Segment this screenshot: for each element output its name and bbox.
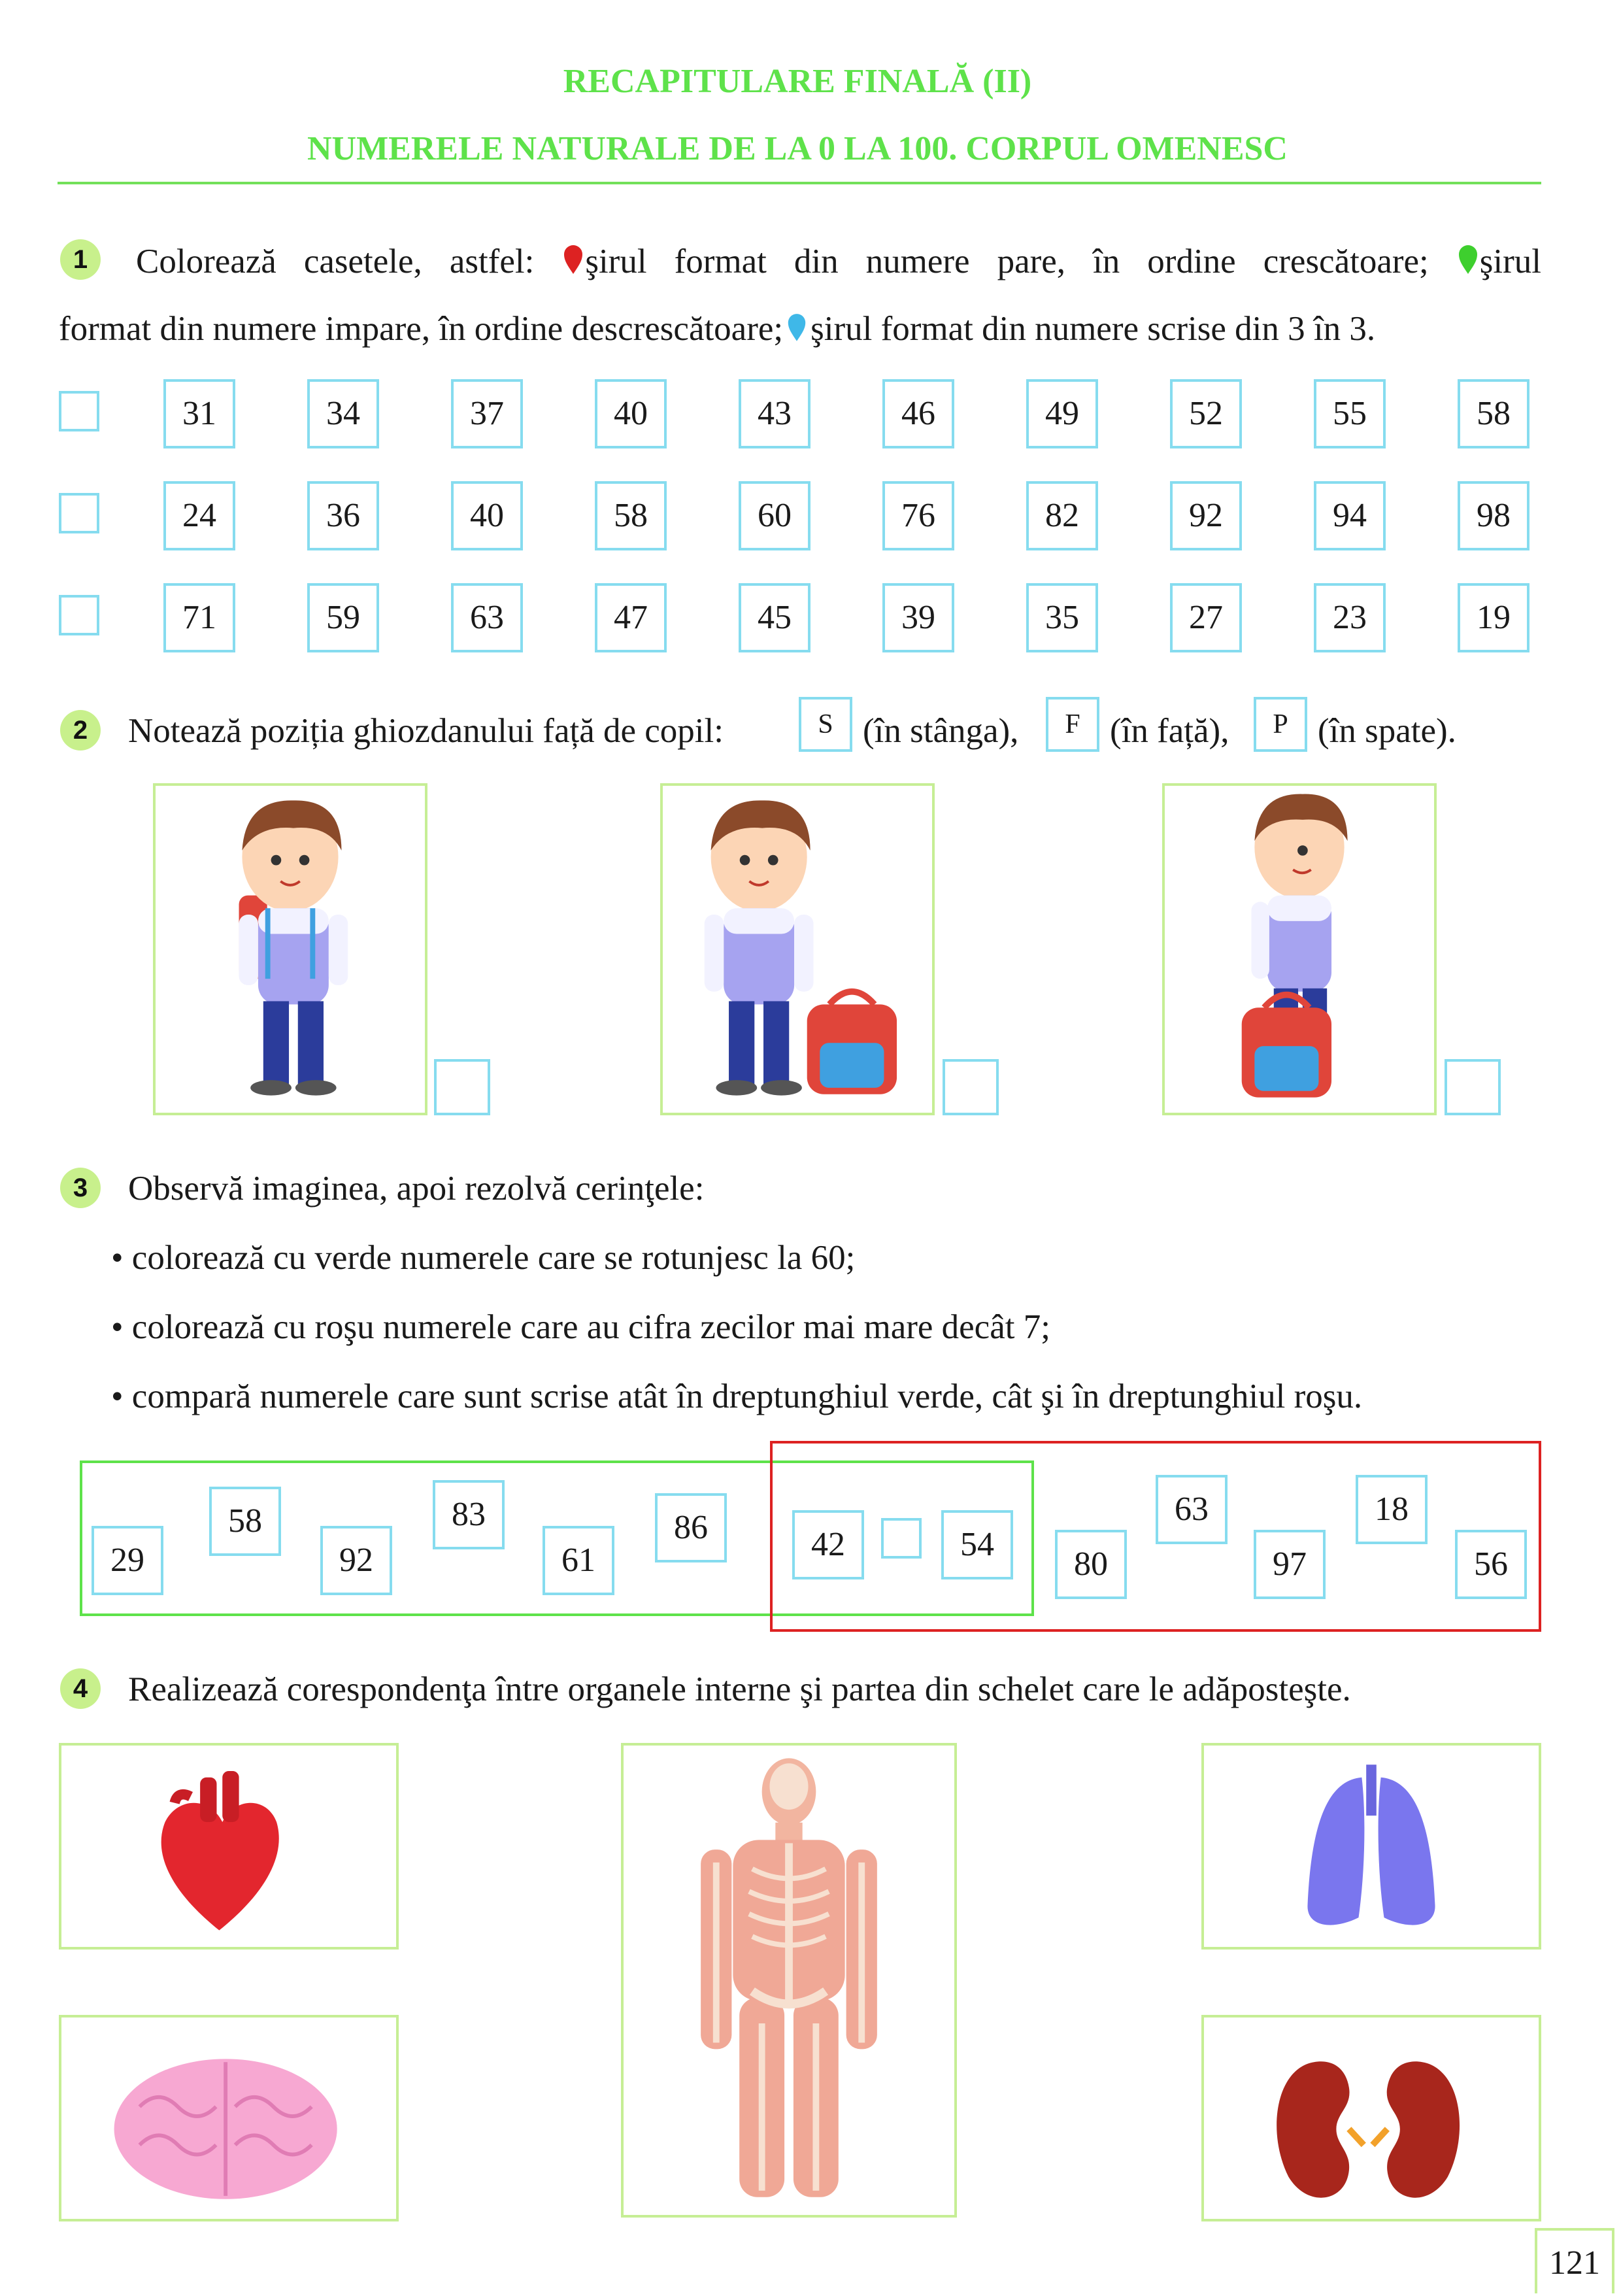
number-box[interactable]: 23	[1314, 583, 1386, 652]
answer-box-3[interactable]	[1445, 1059, 1501, 1115]
heart-icon	[61, 1746, 396, 1947]
boy-with-backpack-in-front-icon	[1165, 786, 1434, 1113]
number-box[interactable]: 54	[941, 1510, 1013, 1579]
skeleton-body-icon	[624, 1746, 954, 2215]
number-box[interactable]: 92	[1170, 481, 1242, 550]
lungs-icon	[1204, 1746, 1539, 1947]
exercise-number-4: 4	[60, 1668, 101, 1709]
ex1-line2-start: format din numere impare, în ordine descrescătoare;	[59, 310, 784, 348]
legend-text-left: (în stânga),	[863, 712, 1019, 750]
ex1-word: Colorează	[136, 243, 276, 280]
number-box[interactable]: 55	[1314, 379, 1386, 448]
skeleton-frame	[621, 1743, 957, 2218]
number-box[interactable]: 58	[595, 481, 667, 550]
number-box[interactable]: 58	[209, 1487, 281, 1556]
compare-box[interactable]	[881, 1518, 922, 1559]
number-box[interactable]: 76	[882, 481, 954, 550]
ex1-word: din	[794, 243, 839, 280]
picture-frame-3	[1162, 783, 1437, 1115]
number-box[interactable]: 71	[163, 583, 235, 652]
number-box[interactable]: 83	[433, 1480, 505, 1549]
exercise-number-2: 2	[60, 710, 101, 751]
number-box[interactable]: 59	[307, 583, 379, 652]
ex1-word: pare,	[997, 243, 1066, 280]
number-box[interactable]: 82	[1026, 481, 1098, 550]
blue-drop-icon	[786, 311, 808, 343]
number-box[interactable]: 34	[307, 379, 379, 448]
number-box[interactable]: 18	[1356, 1475, 1428, 1544]
legend-box-behind: P	[1254, 697, 1307, 752]
ex1-word: ordine	[1147, 243, 1236, 280]
number-box[interactable]: 47	[595, 583, 667, 652]
number-box[interactable]: 56	[1455, 1530, 1527, 1599]
page-subtitle: NUMERELE NATURALE DE LA 0 LA 100. CORPUL OMENESC	[307, 130, 1288, 167]
picture-frame-1	[153, 783, 427, 1115]
ex1-word: şirul	[585, 243, 647, 280]
answer-box-1[interactable]	[434, 1059, 490, 1115]
number-box[interactable]: 46	[882, 379, 954, 448]
ex1-word: şirul	[1479, 243, 1541, 280]
ex1-word: casetele,	[303, 243, 422, 280]
number-box[interactable]: 60	[739, 481, 811, 550]
organ-frame-lungs	[1201, 1743, 1541, 1950]
legend-box-left: S	[799, 697, 852, 752]
legend-box-front: F	[1046, 697, 1099, 752]
organ-frame-heart	[59, 1743, 399, 1950]
ex1-word: în	[1093, 243, 1120, 280]
ex2-instruction: Notează poziția ghiozdanului față de copil:	[128, 712, 724, 750]
page-title: RECAPITULARE FINALĂ (II)	[563, 63, 1032, 100]
ex1-instruction-line1	[136, 242, 1541, 281]
number-box[interactable]: 94	[1314, 481, 1386, 550]
number-box[interactable]: 43	[739, 379, 811, 448]
row-color-box[interactable]	[59, 493, 99, 533]
green-drop-icon	[1456, 243, 1480, 275]
ex1-line2-end: şirul format din numere scrise din 3 în 3.	[811, 310, 1376, 348]
number-box[interactable]: 52	[1170, 379, 1242, 448]
red-drop-icon	[561, 243, 585, 275]
number-box[interactable]: 63	[1156, 1475, 1228, 1544]
ex3-bullet-1: • colorează cu verde numerele care se rotunjesc la 60;	[111, 1239, 856, 1277]
ex3-instruction: Observă imaginea, apoi rezolvă cerinţele:	[128, 1170, 705, 1207]
answer-box-2[interactable]	[943, 1059, 999, 1115]
number-box[interactable]: 45	[739, 583, 811, 652]
number-box[interactable]: 86	[655, 1493, 727, 1562]
exercise-number-1: 1	[60, 239, 101, 280]
number-box[interactable]: 24	[163, 481, 235, 550]
ex1-word: numere	[865, 243, 970, 280]
organ-frame-kidneys	[1201, 2015, 1541, 2221]
ex1-word: crescătoare;	[1263, 243, 1429, 280]
row-color-box[interactable]	[59, 595, 99, 635]
row-color-box[interactable]	[59, 391, 99, 431]
legend-text-front: (în față),	[1110, 712, 1229, 750]
number-box[interactable]: 40	[595, 379, 667, 448]
page-number: 121	[1535, 2228, 1614, 2293]
number-box[interactable]: 97	[1254, 1530, 1326, 1599]
ex4-instruction: Realizează corespondenţa între organele interne şi partea din schelet care le adăposteşte.	[128, 1670, 1351, 1708]
ex1-word: astfel:	[449, 243, 535, 280]
number-box[interactable]: 19	[1458, 583, 1529, 652]
legend-text-behind: (în spate).	[1318, 712, 1456, 750]
number-box[interactable]: 37	[451, 379, 523, 448]
number-box[interactable]: 63	[451, 583, 523, 652]
number-box[interactable]: 49	[1026, 379, 1098, 448]
boy-with-backpack-beside-icon	[663, 786, 932, 1113]
exercise-number-3: 3	[60, 1168, 101, 1208]
number-box[interactable]: 31	[163, 379, 235, 448]
number-box[interactable]: 27	[1170, 583, 1242, 652]
number-box[interactable]: 36	[307, 481, 379, 550]
number-box[interactable]: 61	[543, 1526, 614, 1595]
ex1-word: format	[674, 243, 767, 280]
kidneys-icon	[1204, 2017, 1539, 2219]
ex1-instruction-line2	[59, 311, 1375, 346]
number-box[interactable]: 39	[882, 583, 954, 652]
brain-icon	[61, 2017, 396, 2219]
organ-frame-brain	[59, 2015, 399, 2221]
number-box[interactable]: 58	[1458, 379, 1529, 448]
boy-with-backpack-on-back-icon	[156, 786, 425, 1113]
picture-frame-2	[660, 783, 935, 1115]
number-box[interactable]: 92	[320, 1526, 392, 1595]
number-box[interactable]: 42	[792, 1510, 864, 1579]
header-divider	[58, 182, 1541, 184]
number-box[interactable]: 40	[451, 481, 523, 550]
number-box[interactable]: 35	[1026, 583, 1098, 652]
ex3-bullet-3: • compară numerele care sunt scrise atât în dreptunghiul verde, cât şi în dreptunghiul roşu.	[111, 1377, 1363, 1415]
number-box[interactable]: 80	[1055, 1530, 1127, 1599]
number-box[interactable]: 29	[92, 1526, 163, 1595]
number-box[interactable]: 98	[1458, 481, 1529, 550]
ex3-bullet-2: • colorează cu roşu numerele care au cifra zecilor mai mare decât 7;	[111, 1308, 1050, 1346]
